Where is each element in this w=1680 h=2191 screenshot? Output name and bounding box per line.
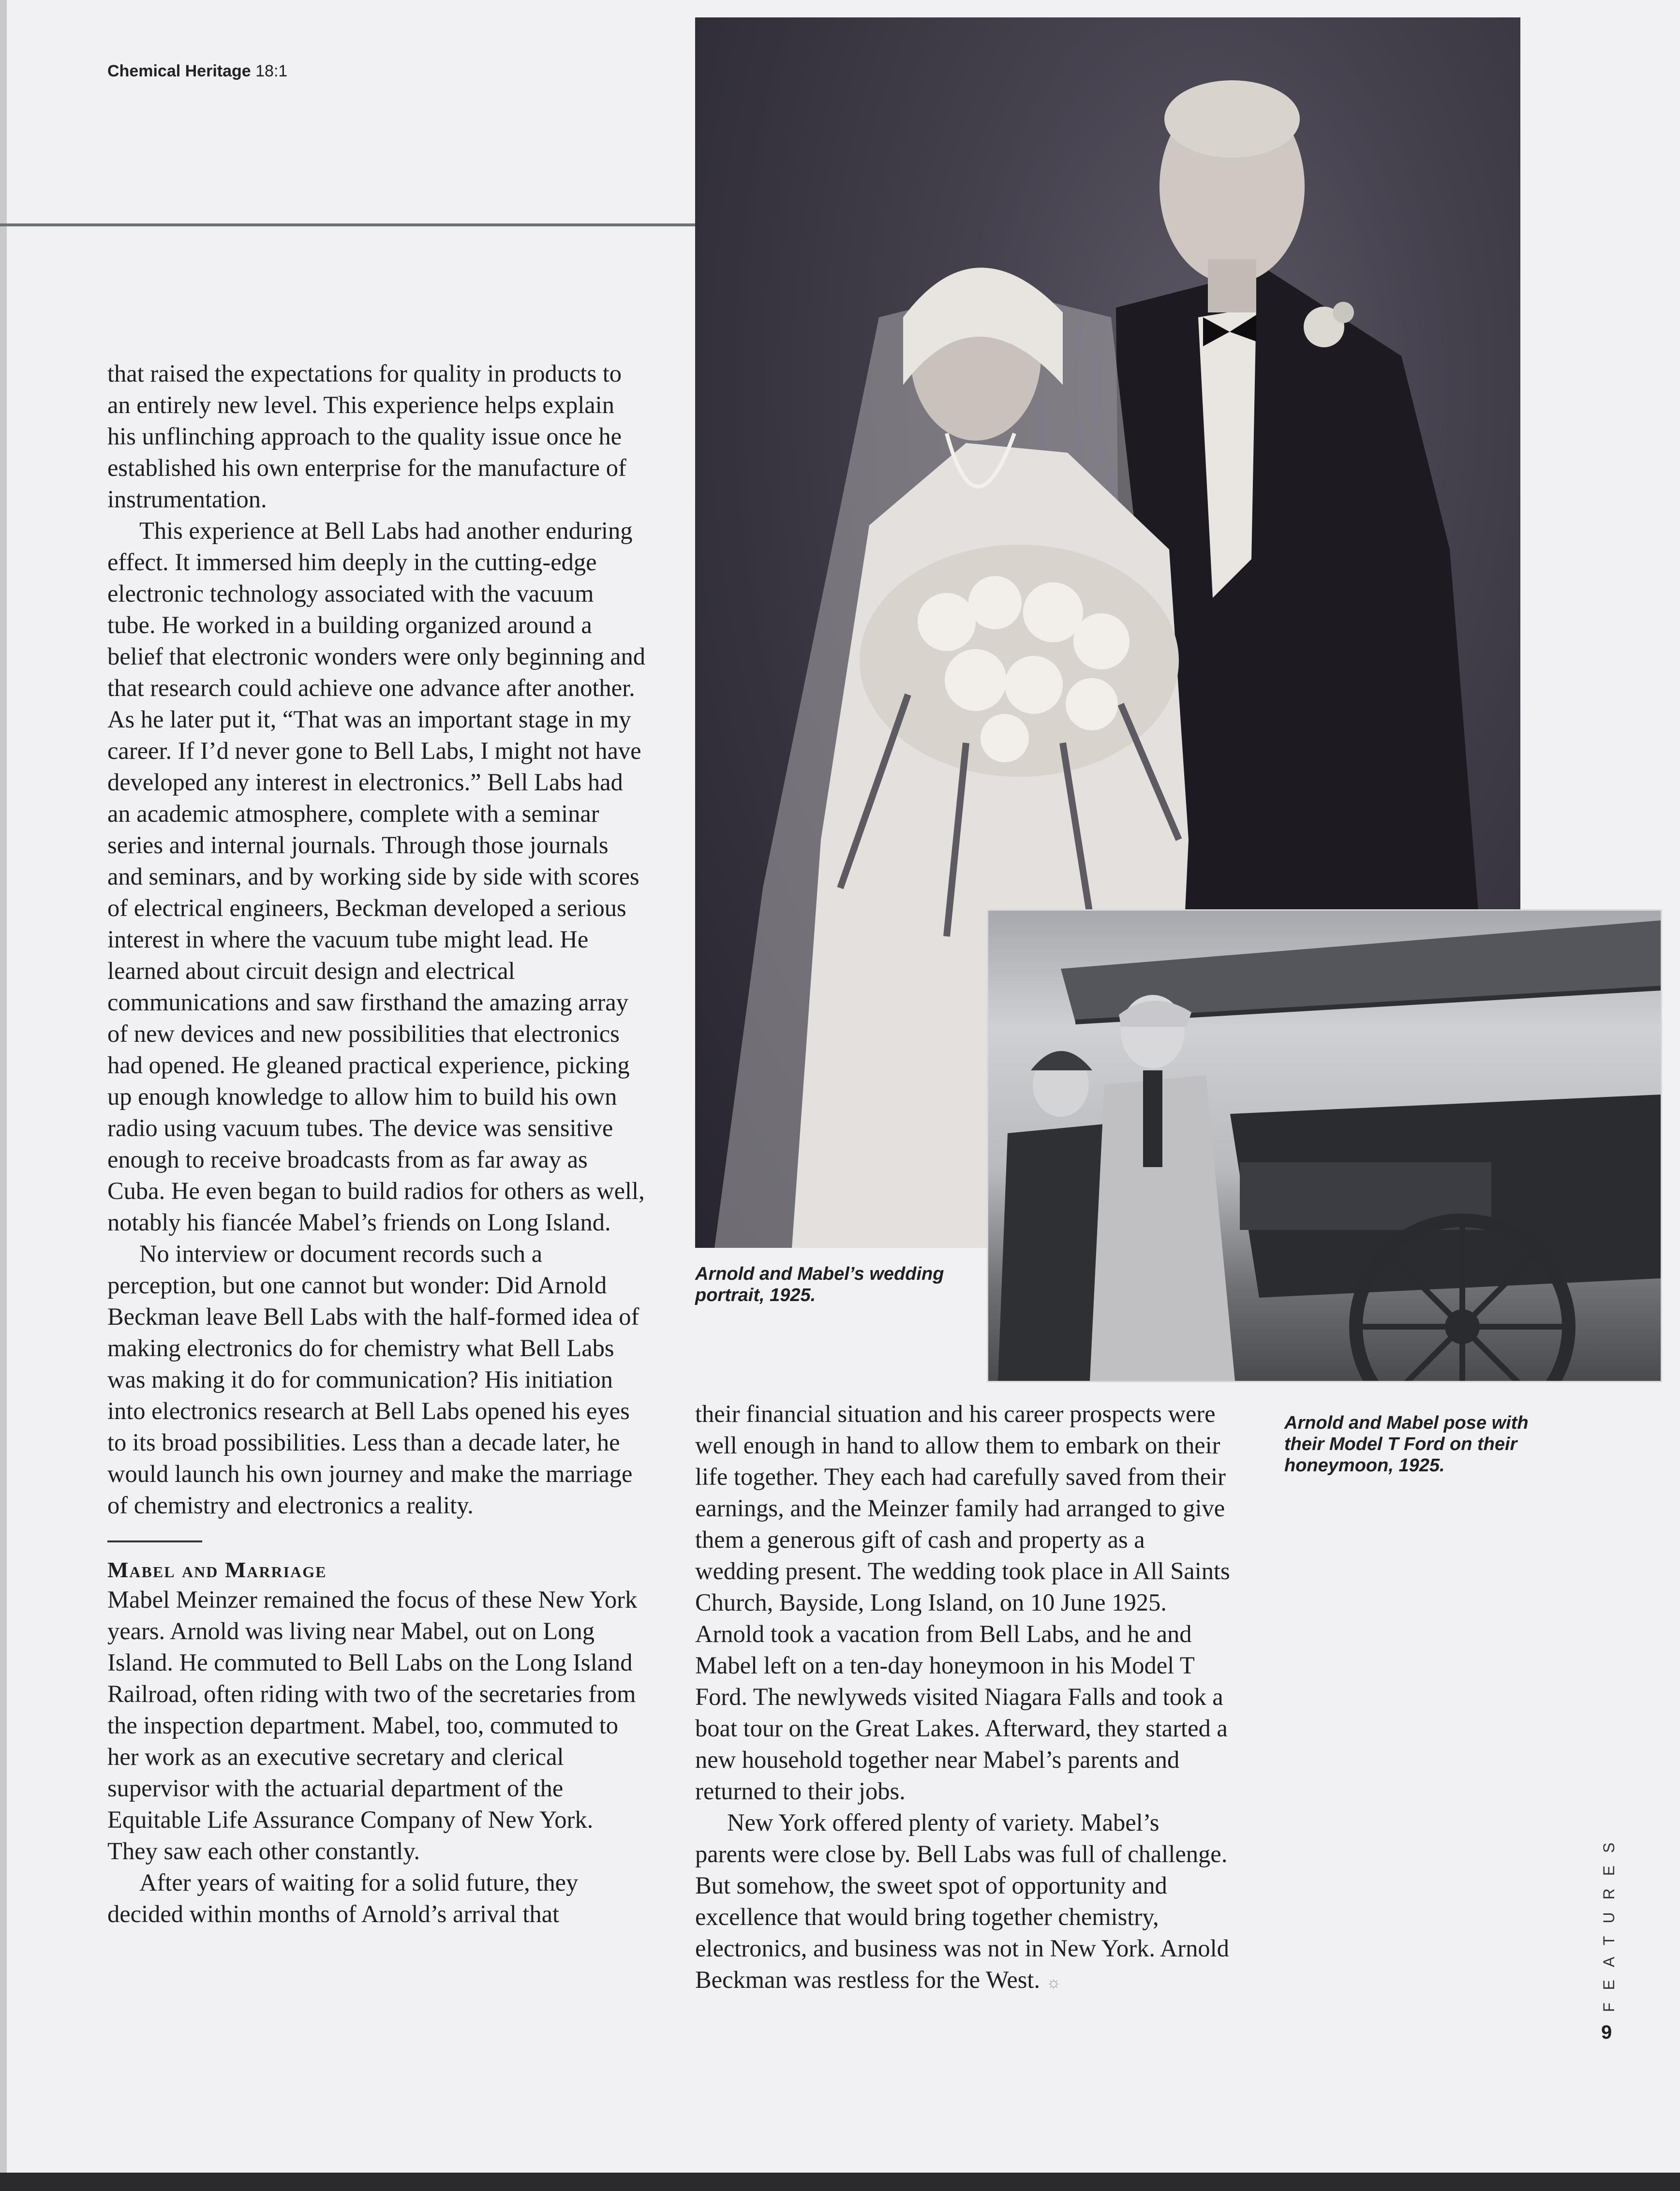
page-gutter-shadow (0, 0, 7, 2191)
body-paragraph: No interview or document records such a perception, but one cannot but wonder: Did Arnold Beckman leave Bell Labs with the half-formed idea of making electronics do for chemistry what Bell Labs was making it do for communication? His initiation into electronics research at Bell Labs opened his eyes to its broad possibilities. Less than a decade later, he would launch his own journey and make the marriage of chemistry and electronics a reality. (107, 1240, 639, 1519)
body-paragraph: that raised the expectations for quality in products to an entirely new level. This experience helps explain his unflinching approach to the quality issue once he established his own enterprise for the manufacture of instrumentation. (107, 360, 626, 513)
publication-title: Chemical Heritage (107, 62, 251, 80)
honeymoon-illustration (988, 911, 1661, 1381)
body-paragraph: Mabel Meinzer remained the focus of these New York years. Arnold was living near Mabel, out on Long Island. He commuted to Bell Labs on the Long Island Railroad, often riding with two of the secretaries from the inspection department. Mabel, too, commuted to her work as an executive secretary and clerical supervisor with the actuarial department of the Equitable Life Assurance Company of New York. They saw each other constantly. (107, 1586, 638, 1865)
end-mark-icon: ☼ (1046, 1974, 1061, 1992)
header-rule (0, 223, 697, 226)
honeymoon-photo-caption: Arnold and Mabel pose with their Model T Ford on their honeymoon, 1925. (1284, 1413, 1529, 1476)
body-paragraph: After years of waiting for a solid future, they decided within months of Arnold’s arrival that (107, 1869, 579, 1927)
section-heading: Mabel and Marriage (107, 1557, 327, 1582)
left-text-column (107, 358, 647, 1930)
running-head (107, 62, 287, 81)
issue-number: 18:1 (255, 62, 288, 80)
wedding-portrait-caption: Arnold and Mabel’s wedding portrait, 1925. (695, 1264, 944, 1305)
page-number: 9 (1601, 2022, 1612, 2043)
body-paragraph: their financial situation and his career prospects were well enough in hand to allow them to embark on their life together. They each had carefully saved from their earnings, and the Meinzer family had arranged to give them a generous gift of cash and property as a wedding present. The wedding took place in All Saints Church, Bayside, Long Island, on 10 June 1925. Arnold took a vacation from Bell Labs, and he and Mabel left on a ten-day honeymoon in his Model T Ford. The newlyweds visited Niagara Falls and took a boat tour on the Great Lakes. Afterward, they started a new household together near Mabel’s parents and returned to their jobs. (695, 1400, 1230, 1805)
honeymoon-photo (987, 909, 1662, 1382)
section-side-label-text: FEATURES (1600, 1830, 1618, 2012)
scan-bottom-edge (0, 2173, 1680, 2191)
body-paragraph-text: New York offered plenty of variety. Mabel’s parents were close by. Bell Labs was full of challenge. But somehow, the sweet spot of opportunity and excellence that would bring together chemistry, electronics, and business was not in New York. Arnold Beckman was restless for the West. (695, 1809, 1229, 1993)
section-divider (107, 1540, 202, 1542)
middle-text-column (695, 1398, 1235, 1999)
section-side-label (1600, 1830, 1620, 2012)
body-paragraph-final (695, 1807, 1235, 1999)
body-paragraph: This experience at Bell Labs had another enduring effect. It immersed him deeply in the cutting-edge electronic technology associated with the vacuum tube. He worked in a building organized around a belief that electronic wonders were only beginning and that research could achieve one advance after another. As he later put it, “That was an important stage in my career. If I’d never gone to Bell Labs, I might not have developed any interest in electronics.” Bell Labs had an academic atmosphere, complete with a seminar series and internal journals. Through those journals and seminars, and by working side by side with scores of electrical engineers, Beckman developed a serious interest in where the vacuum tube might lead. He learned about circuit design and electrical communications and saw firsthand the amazing array of new devices and new possibilities that electronics had opened. He gleaned practical experience, picking up enough knowledge to allow him to build his own radio using vacuum tubes. The device was sensitive enough to receive broadcasts from as far away as Cuba. He even began to build radios for others as well, notably his fiancée Mabel’s friends on Long Island. (107, 517, 646, 1236)
